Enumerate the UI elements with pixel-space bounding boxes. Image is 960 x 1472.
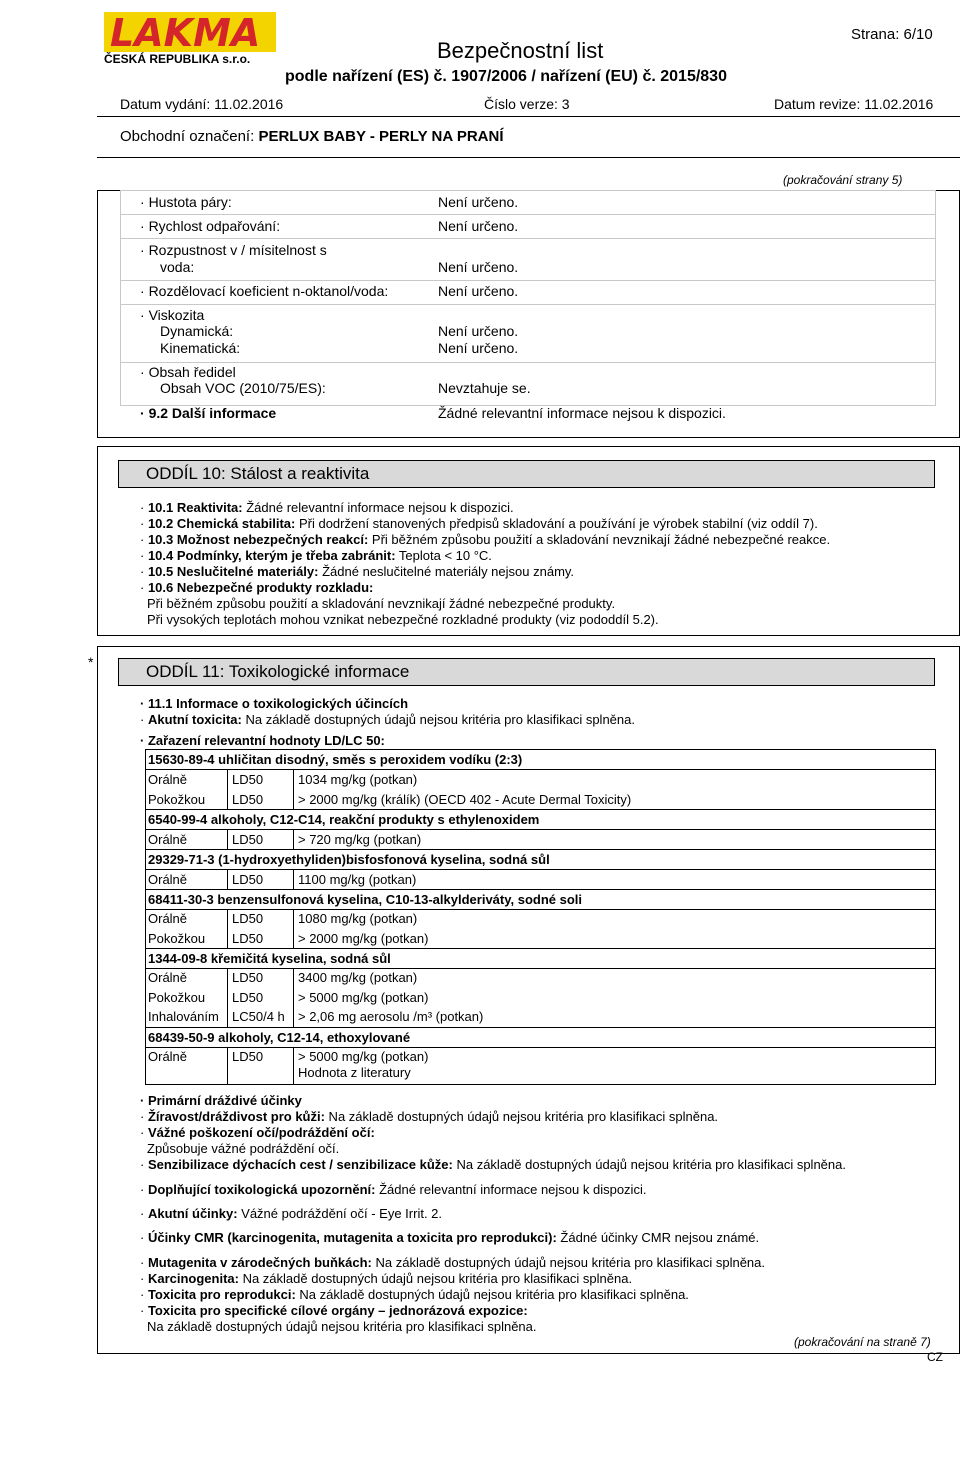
other-info-value: Žádné relevantní informace nejsou k dispozici. xyxy=(438,405,726,421)
value: 1034 mg/kg (potkan) xyxy=(298,772,418,787)
value: > 720 mg/kg (potkan) xyxy=(298,832,422,847)
trade-divider xyxy=(97,157,960,158)
value: > 2000 mg/kg (králík) (OECD 402 - Acute Dermal Toxicity) xyxy=(298,792,632,807)
s11-item: · Vážné poškození očí/podráždění očí: xyxy=(140,1125,375,1140)
col-divider xyxy=(227,1047,228,1085)
type: LC50/4 h xyxy=(232,1009,285,1024)
trade-name: PERLUX BABY - PERLY NA PRANÍ xyxy=(258,128,504,145)
col-divider xyxy=(293,1047,294,1085)
route: Orálně xyxy=(148,872,188,887)
col-divider xyxy=(227,769,228,809)
s10-line: Při vysokých teplotách mohou vznikat nebezpečné rozkladné produkty (viz pododdíl 5.2). xyxy=(147,612,659,627)
route: Orálně xyxy=(148,970,188,985)
s11-item: · Senzibilizace dýchacích cest / senzibilizace kůže: Na základě dostupných údajů nejsou kritéria pro klasifikaci splněna. xyxy=(140,1157,846,1172)
s11-item: · Karcinogenita: Na základě dostupných údajů nejsou kritéria pro klasifikaci splněna. xyxy=(140,1271,633,1286)
value: > 5000 mg/kg (potkan) xyxy=(298,1049,429,1064)
logo-subtitle: ČESKÁ REPUBLIKA s.r.o. xyxy=(104,52,251,66)
route: Orálně xyxy=(148,1049,188,1064)
other-info-label: · 9.2 Další informace xyxy=(140,405,277,421)
value: > 2000 mg/kg (potkan) xyxy=(298,931,429,946)
table-divider xyxy=(145,869,936,870)
header-divider xyxy=(97,116,960,117)
route: Pokožkou xyxy=(148,792,206,807)
row-divider xyxy=(120,362,936,363)
s11-item: Na základě dostupných údajů nejsou kritéria pro klasifikaci splněna. xyxy=(147,1319,537,1334)
type: LD50 xyxy=(232,832,264,847)
trade-name-line xyxy=(120,128,503,145)
route: Pokožkou xyxy=(148,931,206,946)
s10-item: · 10.6 Nebezpečné produkty rozkladu: xyxy=(140,580,374,595)
route: Orálně xyxy=(148,832,188,847)
prop-vapour-density: · Hustota páry: xyxy=(140,194,232,210)
prop-value: Není určeno. xyxy=(438,218,519,234)
value: 1100 mg/kg (potkan) xyxy=(298,872,417,887)
continued-from: (pokračování strany 5) xyxy=(783,173,903,187)
version-number: Číslo verze: 3 xyxy=(484,96,570,112)
table-divider xyxy=(145,909,936,910)
col-divider xyxy=(227,869,228,889)
table-divider xyxy=(145,948,936,949)
s11-subheading: · 11.1 Informace o toxikologických účincích xyxy=(140,696,409,711)
s11-item: · Doplňující toxikologická upozornění: Žádné relevantní informace nejsou k dispozici. xyxy=(140,1182,647,1197)
acute-toxicity: · Akutní toxicita: Na základě dostupných údajů nejsou kritéria pro klasifikaci splněna. xyxy=(140,712,635,727)
route: Orálně xyxy=(148,772,188,787)
row-divider xyxy=(120,238,936,239)
prop-evaporation-rate: · Rychlost odpařování: xyxy=(140,218,281,234)
prop-viscosity-kinematic: Kinematická: xyxy=(160,340,241,356)
s11-item: · Akutní účinky: Vážné podráždění očí - Eye Irrit. 2. xyxy=(140,1206,443,1221)
substance-name: 68411-30-3 benzensulfonová kyselina, C10-13-alkylderiváty, sodné soli xyxy=(148,892,583,907)
col-divider xyxy=(293,909,294,948)
prop-viscosity-dynamic: Dynamická: xyxy=(160,323,234,339)
route: Inhalováním xyxy=(148,1009,219,1024)
type: LD50 xyxy=(232,931,264,946)
col-divider xyxy=(293,869,294,889)
prop-solubility-sub: voda: xyxy=(160,259,195,275)
row-divider xyxy=(120,280,936,281)
issue-date: Datum vydání: 11.02.2016 xyxy=(120,96,284,112)
table-divider xyxy=(145,889,936,890)
row-divider xyxy=(120,214,936,215)
s10-line: Při běžném způsobu použití a skladování nevznikají žádné nebezpečné produkty. xyxy=(147,596,616,611)
prop-voc: Obsah VOC (2010/75/ES): xyxy=(160,380,326,396)
table-divider xyxy=(145,769,936,770)
route: Pokožkou xyxy=(148,990,206,1005)
prop-viscosity: · Viskozita xyxy=(140,307,205,323)
value-note: Hodnota z literatury xyxy=(298,1065,411,1080)
value: > 5000 mg/kg (potkan) xyxy=(298,990,429,1005)
document-subtitle: podle nařízení (ES) č. 1907/2006 / nařízení (EU) č. 2015/830 xyxy=(285,68,727,85)
section11-heading: ODDÍL 11: Toxikologické informace xyxy=(118,658,935,686)
table-divider xyxy=(145,1047,936,1048)
section10-heading: ODDÍL 10: Stálost a reaktivita xyxy=(118,460,935,488)
type: LD50 xyxy=(232,792,264,807)
substance-name: 1344-09-8 křemičitá kyselina, sodná sůl xyxy=(148,951,391,966)
document-title: Bezpečnostní list xyxy=(437,38,604,63)
type: LD50 xyxy=(232,772,264,787)
table-divider xyxy=(145,829,936,830)
value: 1080 mg/kg (potkan) xyxy=(298,911,418,926)
prop-solvent-content: · Obsah ředidel xyxy=(140,364,236,380)
substance-name: 68439-50-9 alkoholy, C12-14, ethoxylované xyxy=(148,1030,411,1045)
col-divider xyxy=(227,968,228,1027)
value: > 2,06 mg aerosolu /m³ (potkan) xyxy=(298,1009,484,1024)
s10-item: · 10.3 Možnost nebezpečných reakcí: Při běžném způsobu použití a skladování nevznikají žádné nebezpečné reakce. xyxy=(140,532,831,547)
prop-value: Není určeno. xyxy=(438,259,519,275)
row-divider xyxy=(120,304,936,305)
col-divider xyxy=(293,769,294,809)
s11-item: · Mutagenita v zárodečných buňkách: Na základě dostupných údajů nejsou kritéria pro klasifikaci splněna. xyxy=(140,1255,766,1270)
s10-item: · 10.4 Podmínky, kterým je třeba zabránit: Teplota < 10 °C. xyxy=(140,548,492,563)
s11-item: · Žíravost/dráždivost pro kůži: Na základě dostupných údajů nejsou kritéria pro klasifikaci splněna. xyxy=(140,1109,719,1124)
type: LD50 xyxy=(232,872,264,887)
type: LD50 xyxy=(232,911,264,926)
substance-name: 6540-99-4 alkoholy, C12-C14, reakční produkty s ethylenoxidem xyxy=(148,812,540,827)
s11-item: · Toxicita pro reprodukci: Na základě dostupných údajů nejsou kritéria pro klasifikaci splněna. xyxy=(140,1287,689,1302)
route: Orálně xyxy=(148,911,188,926)
col-divider xyxy=(293,968,294,1027)
table-divider xyxy=(145,849,936,850)
prop-solubility: · Rozpustnost v / mísitelnost s xyxy=(140,242,327,258)
substance-name: 29329-71-3 (1-hydroxyethyliden)bisfosfonová kyselina, sodná sůl xyxy=(148,852,550,867)
value: 3400 mg/kg (potkan) xyxy=(298,970,418,985)
s10-item: · 10.5 Neslučitelné materiály: Žádné neslučitelné materiály nejsou známy. xyxy=(140,564,575,579)
type: LD50 xyxy=(232,970,264,985)
prop-value: Není určeno. xyxy=(438,283,519,299)
s10-item: · 10.1 Reaktivita: Žádné relevantní informace nejsou k dispozici. xyxy=(140,500,514,515)
language-code: CZ xyxy=(927,1350,943,1364)
continued-to: (pokračování na straně 7) xyxy=(794,1335,931,1349)
type: LD50 xyxy=(232,1049,264,1064)
ldlc-label: · Zařazení relevantní hodnoty LD/LC 50: xyxy=(140,733,385,748)
substance-name: 15630-89-4 uhličitan disodný, směs s peroxidem vodíku (2:3) xyxy=(148,752,523,767)
change-marker: * xyxy=(88,654,94,670)
prop-value: Není určeno. xyxy=(438,194,519,210)
s11-item: Způsobuje vážné podráždění očí. xyxy=(147,1141,340,1156)
s11-item: · Účinky CMR (karcinogenita, mutagenita a toxicita pro reprodukci): Žádné účinky CMR nejsou známé. xyxy=(140,1230,760,1245)
prop-value: Není určeno. xyxy=(438,340,519,356)
type: LD50 xyxy=(232,990,264,1005)
col-divider xyxy=(293,829,294,849)
table-divider xyxy=(145,809,936,810)
s10-item: · 10.2 Chemická stabilita: Při dodržení stanovených předpisů skladování a používání je výrobek stabilní (viz oddíl 7). xyxy=(140,516,818,531)
col-divider xyxy=(227,829,228,849)
table-divider xyxy=(145,968,936,969)
s11-item: · Toxicita pro specifické cílové orgány – jednorázová expozice: xyxy=(140,1303,528,1318)
prop-value: Není určeno. xyxy=(438,323,519,339)
trade-name-label: Obchodní označení: xyxy=(120,128,255,145)
col-divider xyxy=(227,909,228,948)
table-divider xyxy=(145,1027,936,1028)
prop-partition-coefficient: · Rozdělovací koeficient n-oktanol/voda: xyxy=(140,283,389,299)
page-number: Strana: 6/10 xyxy=(851,26,933,43)
primary-effects: · Primární dráždivé účinky xyxy=(140,1093,302,1108)
revision-date: Datum revize: 11.02.2016 xyxy=(774,96,934,112)
prop-value: Nevztahuje se. xyxy=(438,380,531,396)
svg-text:LAKMA: LAKMA xyxy=(110,11,261,55)
